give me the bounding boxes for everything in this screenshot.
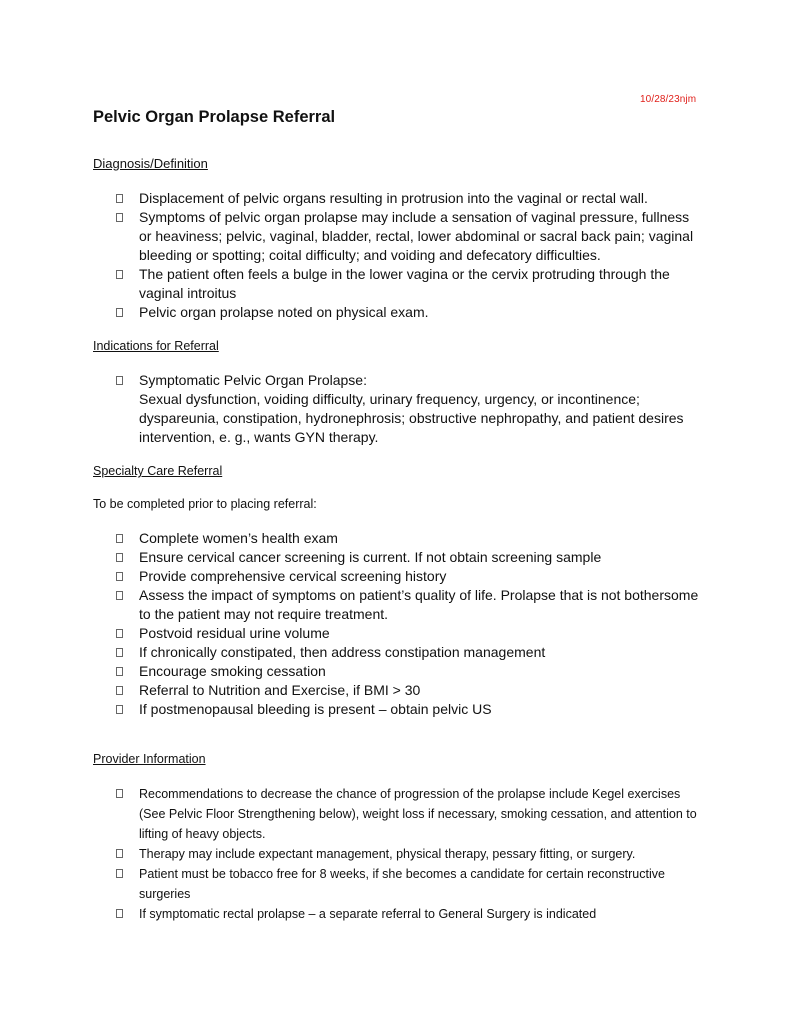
checkbox-bullet-icon: [116, 572, 123, 581]
indications-list: [0, 371, 791, 447]
list-item: If postmenopausal bleeding is present – obtain pelvic US: [0, 700, 699, 719]
diagnosis-list: [0, 189, 791, 322]
list-item: Recommendations to decrease the chance of progression of the prolapse include Kegel exercises (See Pelvic Floor Strengthening below), weight loss if necessary, smoking cessation, and attention to lifting of heavy objects.: [0, 784, 699, 844]
specialty-intro: To be completed prior to placing referral:: [93, 497, 317, 511]
list-item: The patient often feels a bulge in the lower vagina or the cervix protruding through the vaginal introitus: [0, 265, 699, 303]
list-item: Encourage smoking cessation: [0, 662, 699, 681]
checkbox-bullet-icon: [116, 909, 123, 918]
checkbox-bullet-icon: [116, 629, 123, 638]
indication-title: Symptomatic Pelvic Organ Prolapse:: [139, 372, 367, 388]
checkbox-bullet-icon: [116, 789, 123, 798]
specialty-heading: Specialty Care Referral: [93, 464, 223, 478]
checkbox-bullet-icon: [116, 213, 123, 222]
checkbox-bullet-icon: [116, 534, 123, 543]
list-item: Referral to Nutrition and Exercise, if BMI > 30: [0, 681, 699, 700]
list-item: Displacement of pelvic organs resulting in protrusion into the vaginal or rectal wall.: [0, 189, 699, 208]
checkbox-bullet-icon: [116, 686, 123, 695]
list-item: Pelvic organ prolapse noted on physical exam.: [0, 303, 699, 322]
list-item: Assess the impact of symptoms on patient’s quality of life. Prolapse that is not bothersome to the patient may not require treatment.: [0, 586, 699, 624]
list-item: [0, 371, 699, 447]
specialty-list: [0, 529, 791, 719]
checkbox-bullet-icon: [116, 869, 123, 878]
checkbox-bullet-icon: [116, 705, 123, 714]
list-item: Provide comprehensive cervical screening history: [0, 567, 699, 586]
list-item: If chronically constipated, then address constipation management: [0, 643, 699, 662]
list-item: Complete women’s health exam: [0, 529, 699, 548]
indication-body: Sexual dysfunction, voiding difficulty, urinary frequency, urgency, or incontinence; dyspareunia, constipation, hydronephrosis; obstructive nephropathy, and patient desires intervention, e. g., wants GYN therapy.: [139, 391, 684, 445]
diagnosis-heading: Diagnosis/Definition: [93, 156, 208, 171]
list-item: Patient must be tobacco free for 8 weeks, if she becomes a candidate for certain reconstructive surgeries: [0, 864, 699, 904]
checkbox-bullet-icon: [116, 270, 123, 279]
date-stamp: 10/28/23njm: [640, 94, 697, 105]
checkbox-bullet-icon: [116, 194, 123, 203]
checkbox-bullet-icon: [116, 553, 123, 562]
indications-heading: Indications for Referral: [93, 339, 219, 353]
list-item: Ensure cervical cancer screening is current. If not obtain screening sample: [0, 548, 699, 567]
checkbox-bullet-icon: [116, 376, 123, 385]
list-item: Symptoms of pelvic organ prolapse may include a sensation of vaginal pressure, fullness or heaviness; pelvic, vaginal, bladder, rectal, lower abdominal or sacral back pain; vaginal bleeding or spotting; coital difficulty; and voiding and defecatory difficulties.: [0, 208, 699, 265]
list-item: Postvoid residual urine volume: [0, 624, 699, 643]
list-item: If symptomatic rectal prolapse – a separate referral to General Surgery is indicated: [0, 904, 699, 924]
list-item: Therapy may include expectant management, physical therapy, pessary fitting, or surgery.: [0, 844, 699, 864]
provider-heading: Provider Information: [93, 752, 206, 766]
checkbox-bullet-icon: [116, 849, 123, 858]
checkbox-bullet-icon: [116, 648, 123, 657]
checkbox-bullet-icon: [116, 308, 123, 317]
provider-list: [0, 784, 791, 924]
checkbox-bullet-icon: [116, 591, 123, 600]
checkbox-bullet-icon: [116, 667, 123, 676]
document-title: Pelvic Organ Prolapse Referral: [93, 108, 336, 126]
